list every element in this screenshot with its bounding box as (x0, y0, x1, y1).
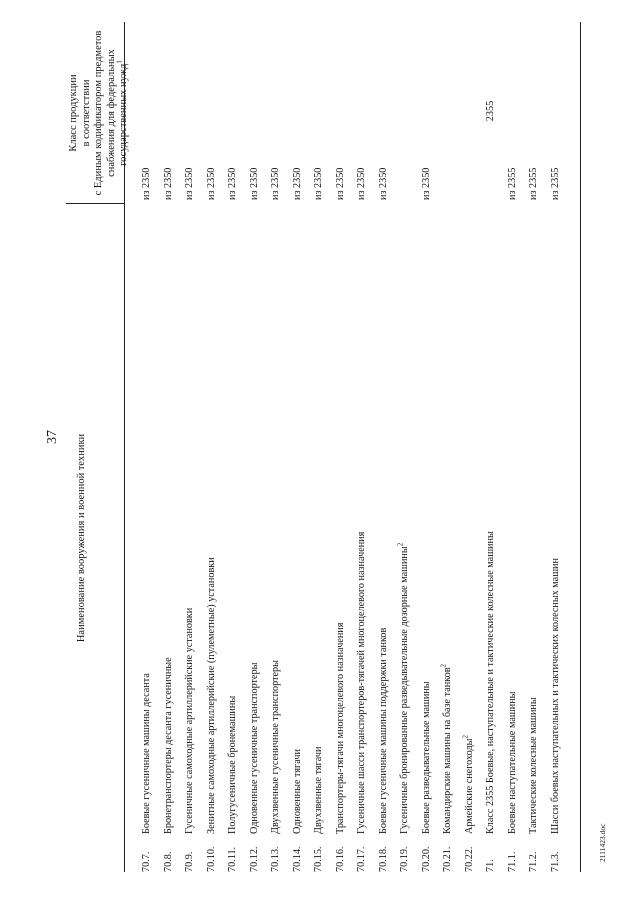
row-name: Двухзвенные гусеничные транспортеры (270, 660, 281, 834)
row-number: 70.11. (227, 846, 238, 872)
row-name: Транспортеры-тягачи многоцелевого назначения (334, 622, 346, 834)
row-name: Боевые гусеничные машины десанта (141, 673, 152, 834)
row-name: Шасси боевых наступательных и тактических колесных машин (549, 558, 561, 834)
row-class: из 2350 (205, 167, 217, 200)
row-number: 70.7. (141, 851, 152, 872)
row-class: из 2350 (141, 167, 152, 200)
row-class: из 2355 (528, 167, 539, 200)
row-number: 71. (485, 859, 496, 872)
row-class: из 2350 (291, 167, 303, 200)
row-number: 70.8. (162, 851, 174, 872)
row-name: Двухзвенные тягачи (313, 746, 324, 834)
row-number: 70.9. (184, 851, 195, 872)
row-class: из 2350 (270, 167, 281, 200)
row-class: из 2350 (184, 167, 195, 200)
table-row (140, 22, 154, 872)
table-row (226, 22, 240, 872)
table-row (355, 22, 369, 872)
row-number: 70.20. (420, 846, 432, 872)
header-class-line: в соответствии (80, 79, 92, 147)
row-name: Гусеничные самоходные артиллерийские установки (184, 607, 195, 834)
row-class: из 2350 (356, 167, 367, 200)
table-row (441, 22, 455, 872)
row-number: 70.19. (399, 846, 410, 872)
table-row (269, 22, 283, 872)
table-row (377, 22, 391, 872)
footnote-mark: 2 (396, 542, 405, 547)
row-number: 70.15. (313, 846, 324, 872)
table-row (205, 22, 219, 872)
page-number: 37 (45, 430, 60, 444)
table-row (398, 22, 412, 872)
table-row (183, 22, 197, 872)
table-row (506, 22, 520, 872)
row-number: 71.2. (528, 851, 539, 872)
footnote-mark: 2 (461, 734, 470, 739)
row-name: Армейские снегоходы$^2$ (461, 734, 475, 834)
row-class: из 2350 (420, 167, 432, 200)
header-class-line: государственных нужд$^1$ (115, 60, 129, 166)
row-number: 71.1. (506, 851, 518, 872)
bottom-rule (580, 22, 581, 872)
row-class: из 2355 (549, 167, 561, 200)
table-row (334, 22, 348, 872)
row-name: Командирские машины на базе танков$^2$ (439, 663, 453, 834)
row-number: 70.12. (248, 846, 260, 872)
row-name: Бронетранспортеры десанта гусеничные (162, 657, 174, 834)
row-number: 70.10. (205, 846, 217, 872)
row-class: из 2350 (227, 167, 238, 200)
row-number: 70.13. (270, 846, 281, 872)
row-number: 70.18. (377, 846, 389, 872)
row-name: Гусеничные шасси транспортеров-тягачей многоцелевого назначения (356, 531, 367, 834)
row-name: Зенитные самоходные артиллерийские (пулеметные) установки (205, 557, 217, 834)
table-row (527, 22, 541, 872)
header-class-line: Класс продукции (68, 74, 79, 152)
row-class: из 2350 (162, 167, 174, 200)
footer-filename: 2111423.doc (598, 823, 607, 862)
row-number: 70.14. (291, 846, 303, 872)
row-name: Боевые гусеничные машины поддержки танков (377, 627, 389, 834)
row-number: 70.22. (463, 846, 475, 872)
table-row (463, 22, 477, 872)
table-row (549, 22, 563, 872)
row-name: Класс 2355 Боевые, наступательные и тактические колесные машины (485, 531, 496, 834)
footnote-mark: 1 (115, 60, 124, 64)
row-class: 2355 (485, 100, 496, 122)
footnote-mark: 2 (439, 663, 448, 668)
table-row (484, 22, 498, 872)
row-number: 70.21. (442, 846, 453, 872)
row-name: Тактические колесные машины (528, 697, 539, 834)
table-row (248, 22, 262, 872)
weapons-table (66, 22, 586, 872)
row-number: 70.17. (356, 846, 367, 872)
row-class: из 2350 (248, 167, 260, 200)
row-name: Полугусеничные бронемашины (227, 695, 238, 834)
table-row (162, 22, 176, 872)
header-class-column (68, 22, 131, 204)
row-class: из 2350 (334, 167, 346, 200)
row-class: из 2350 (313, 167, 324, 200)
row-name: Гусеничные бронированные разведывательные дозорные машины$^2$ (396, 542, 410, 834)
row-class: из 2355 (506, 167, 518, 200)
row-name: Одновенные гусеничные транспортеры (248, 662, 260, 834)
row-name: Боевые разведывательные машины (420, 681, 432, 834)
header-name-column: Наименование вооружения и военной техники (76, 433, 87, 643)
row-number: 70.16. (334, 846, 346, 872)
header-class-line: с Единым кодификатором предметов (93, 30, 104, 196)
row-class: из 2350 (377, 167, 389, 200)
table-row (420, 22, 434, 872)
row-name: Боевые наступательные машины (506, 691, 518, 834)
table-row (312, 22, 326, 872)
table-row (291, 22, 305, 872)
row-name: Одновенные тягачи (291, 749, 303, 834)
header-class-line: снабжения для федеральных (105, 49, 117, 177)
row-number: 71.3. (549, 851, 561, 872)
